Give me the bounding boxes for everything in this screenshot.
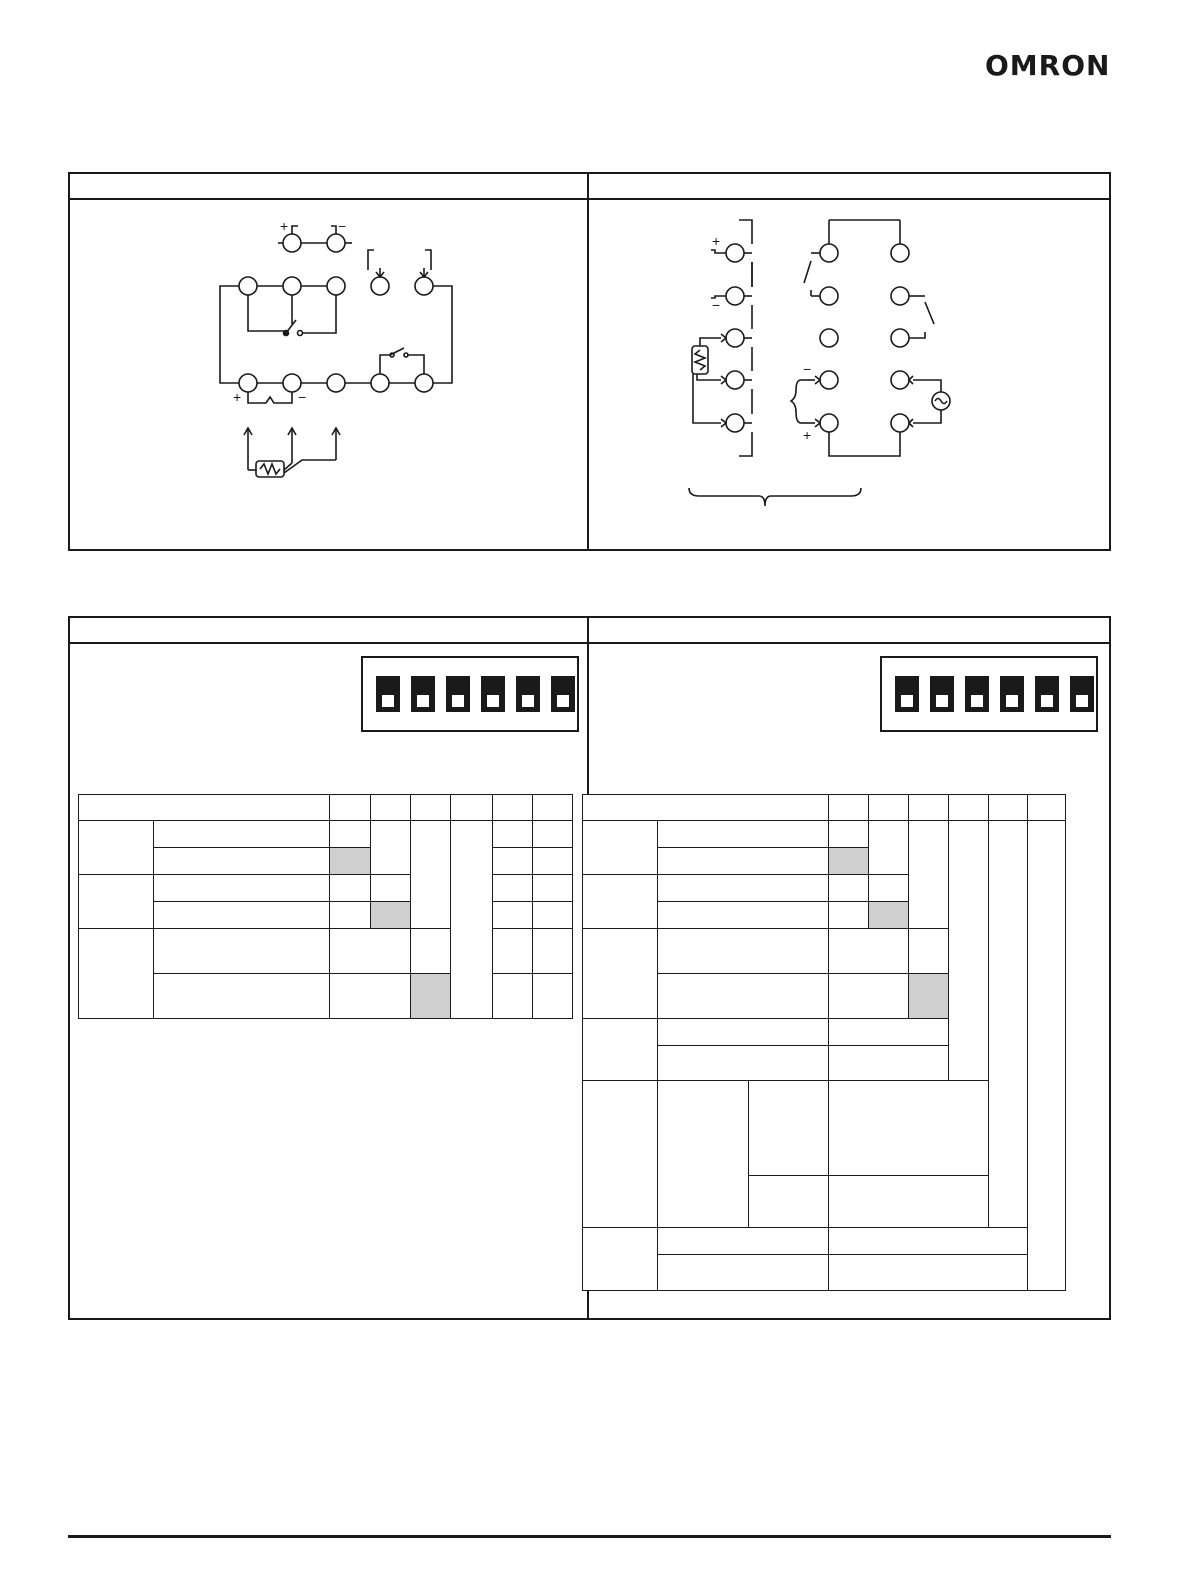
sign-plus-power: + (280, 218, 289, 234)
dip-switch-left (361, 656, 579, 732)
dip-switch-2[interactable] (411, 676, 435, 712)
dip-switch-6[interactable] (551, 676, 575, 712)
shaded-cell (371, 902, 411, 929)
shaded-cell (411, 974, 451, 1019)
footer-rule (68, 1535, 1111, 1538)
right-sign-minus: − (712, 297, 721, 313)
dip-switch-2[interactable] (930, 676, 954, 712)
dip-settings-panel (68, 616, 1111, 1320)
right-sign-plus: + (712, 233, 721, 249)
table-row (79, 875, 573, 902)
dip-switch-3[interactable] (446, 676, 470, 712)
dip-switch-3[interactable] (965, 676, 989, 712)
table-row (79, 821, 573, 848)
table-row (79, 929, 573, 974)
sign-minus-input: − (298, 389, 307, 405)
wiring-panel (68, 172, 1111, 551)
left-terminal-diagram (70, 198, 587, 553)
power-terminal-plus (283, 234, 301, 252)
shaded-cell (829, 848, 869, 875)
dip-switch-5[interactable] (516, 676, 540, 712)
dip-switch-1[interactable] (376, 676, 400, 712)
dip-switch-6[interactable] (1070, 676, 1094, 712)
dip-switch-1[interactable] (895, 676, 919, 712)
wiring-panel-header (70, 174, 1109, 200)
omron-logo: OMRON (985, 49, 1111, 82)
right-terminal-diagram (589, 198, 1109, 553)
table-row (583, 821, 1066, 848)
sign-plus-input: + (233, 389, 242, 405)
table-row (583, 1228, 1066, 1255)
dip-panel-header (70, 618, 1109, 644)
dip-switch-4[interactable] (481, 676, 505, 712)
table-header-row (79, 795, 573, 821)
table-header-row (583, 795, 1066, 821)
dip-switch-right (880, 656, 1098, 732)
shaded-cell (909, 974, 949, 1019)
shaded-cell (869, 902, 909, 929)
dip-switch-4[interactable] (1000, 676, 1024, 712)
sign-minus-power: − (338, 218, 347, 234)
power-terminal-minus (327, 234, 345, 252)
right-sign-plus-input: + (803, 427, 812, 443)
dip-settings-table-right (582, 794, 1066, 1291)
right-sign-minus-input: − (803, 361, 812, 377)
dip-switch-5[interactable] (1035, 676, 1059, 712)
shaded-cell (330, 848, 371, 875)
dip-settings-table-left (78, 794, 573, 1019)
